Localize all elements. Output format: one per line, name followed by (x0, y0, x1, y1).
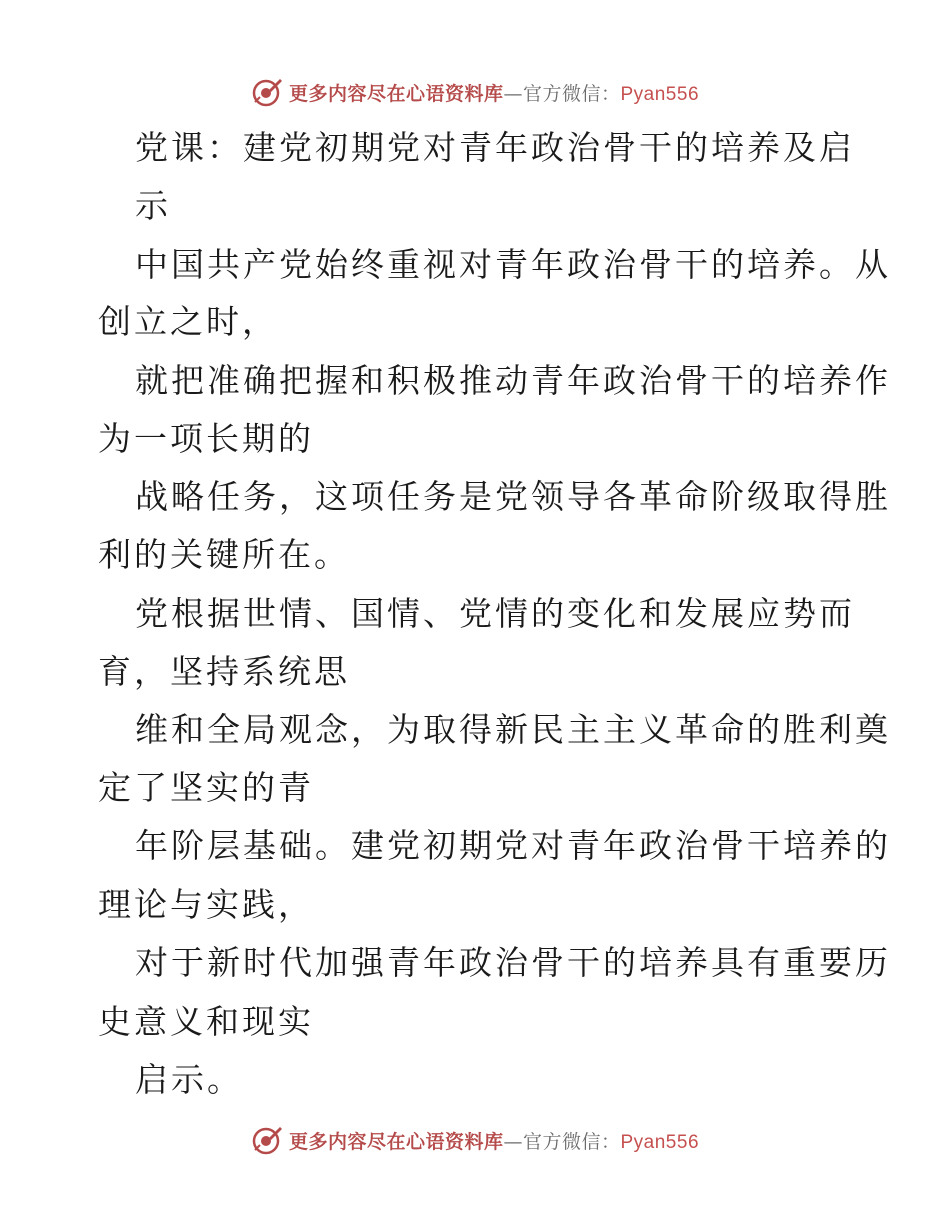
paragraph-line: 维和全局观念，为取得新民主主义革命的胜利奠 (135, 710, 891, 749)
paragraph-line: 利的关键所在。 (98, 535, 350, 574)
paragraph-line: 育，坚持系统思 (98, 652, 350, 691)
paragraph-line: 史意义和现实 (98, 1002, 314, 1041)
watermark-site-name: 更多内容尽在心语资料库 (288, 82, 504, 105)
paragraph-line: 创立之时， (98, 302, 278, 341)
paragraph-line: 中国共产党始终重视对青年政治骨干的培养。从 (135, 245, 891, 284)
watermark-wechat-label: —官方微信： (503, 1130, 621, 1153)
watermark-site-name: 更多内容尽在心语资料库 (288, 1130, 504, 1153)
paragraph-line: 战略任务，这项任务是党领导各革命阶级取得胜 (135, 477, 891, 516)
paragraph-line: 定了坚实的青 (98, 768, 314, 807)
paragraph-line: 为一项长期的 (98, 419, 314, 458)
document-title-line-1: 党课：建党初期党对青年政治骨干的培养及启 (135, 128, 855, 167)
paragraph-line: 年阶层基础。建党初期党对青年政治骨干培养的 (135, 826, 891, 865)
paragraph-line: 就把准确把握和积极推动青年政治骨干的培养作 (135, 361, 891, 400)
paragraph-line: 理论与实践， (98, 885, 314, 924)
watermark-wechat-label: —官方微信： (503, 82, 621, 105)
watermark-wechat-id: Pyan556 (620, 1131, 700, 1153)
paragraph-line: 党根据世情、国情、党情的变化和发展应势而 (135, 594, 855, 633)
document-title-line-2: 示 (135, 186, 171, 225)
footer-watermark (0, 1120, 950, 1160)
pen-logo-icon (251, 1124, 283, 1156)
watermark-wechat-id: Pyan556 (620, 83, 700, 105)
paragraph-line: 对于新时代加强青年政治骨干的培养具有重要历 (135, 943, 891, 982)
paragraph-line: 启示。 (135, 1060, 243, 1099)
